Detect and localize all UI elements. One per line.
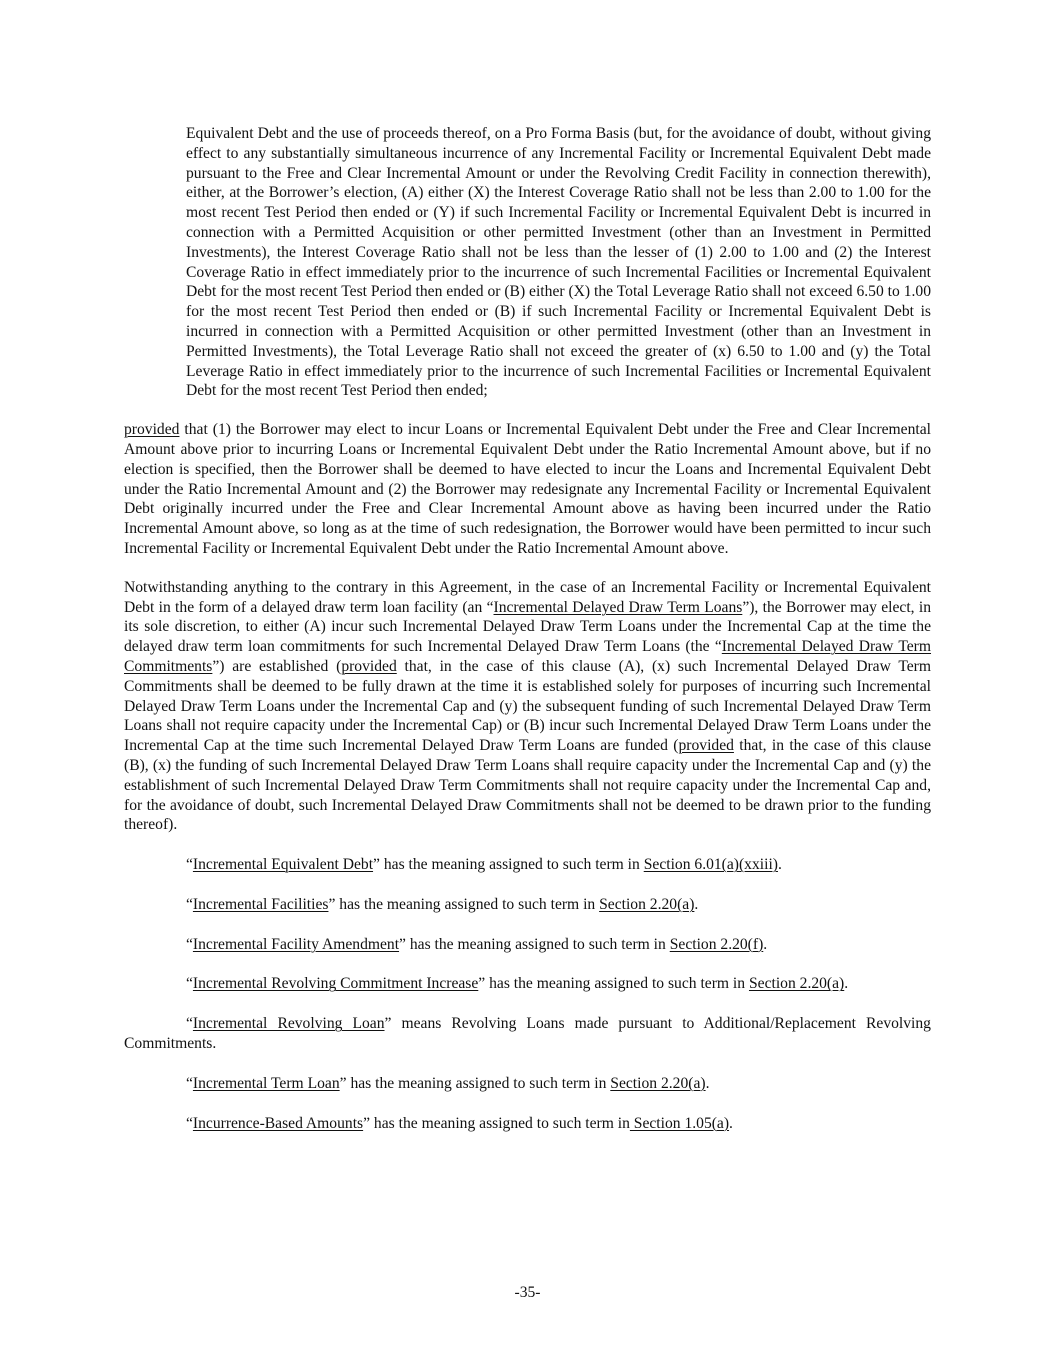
section-reference: Section 2.20(a)	[748, 975, 845, 993]
definition-term: Incremental Revolving Loan	[192, 1015, 385, 1033]
proviso-keyword: provided	[124, 421, 180, 439]
proviso-keyword: provided	[341, 657, 397, 675]
definition-term: Incremental Facility Amendment	[192, 935, 400, 953]
punctuation: .	[763, 935, 768, 953]
page-number: -35-	[514, 1284, 541, 1301]
definition-term: Incremental Term Loan	[192, 1074, 340, 1092]
definition-text: ” has the meaning assigned to such term in	[399, 935, 670, 953]
quote: “	[186, 1074, 193, 1092]
definition-term: Incurrence-Based Amounts	[192, 1114, 364, 1132]
section-reference: Section 1.05(a)	[629, 1114, 730, 1132]
text-run: ”) are established (	[212, 657, 342, 675]
punctuation: .	[729, 1114, 733, 1132]
text-run: that, in the case of this clause (A), (x) such Incremental Delayed Draw Term Commitments shall be deemed to be fully drawn at the time it is established solely for purposes of incurring such Incremental Delayed Draw Term Loans under the Incremental Cap and (y) the subsequent funding of such Incremental Delayed Draw Term Loans shall not require capacity under the Incremental Cap) or (B) incur such Incremental Delayed Draw Term Loans under the Incremental Cap at the time such Incremental Delayed Draw Term Loans are funded (	[124, 657, 932, 755]
defined-term: Incremental Delayed Draw Term Loans	[493, 598, 743, 616]
quote: “	[186, 856, 193, 874]
proviso-keyword: provided	[678, 737, 734, 755]
defined-term: Incremental Delayed Draw Term Commitments	[124, 638, 932, 675]
punctuation: .	[705, 1074, 710, 1092]
text-run: ”), the Borrower may elect, in its sole discretion, to either (A) incur such Incremental Delayed Draw Term Loans under the Incremental Cap at the time the delayed draw term loan commitments for such Incremental Delayed Draw Term Loans (the “	[124, 598, 931, 656]
definition-incremental-term-loan	[124, 1074, 931, 1094]
definition-incremental-revolving-commitment-increase	[124, 974, 931, 994]
section-reference: Section 6.01(a)(xxiii)	[643, 856, 778, 874]
definition-term: Incremental Facilities	[192, 895, 329, 913]
definition-text: ” has the meaning assigned to such term in	[373, 856, 644, 874]
definition-incremental-revolving-loan	[124, 1014, 931, 1054]
definition-incremental-facility-amendment	[124, 935, 931, 955]
definition-text: ” has the meaning assigned to such term in	[328, 895, 600, 913]
definition-text: ” has the meaning assigned to such term in	[339, 1074, 611, 1092]
section-reference: Section 2.20(f)	[669, 935, 764, 953]
clause-continuation: Equivalent Debt and the use of proceeds thereof, on a Pro Forma Basis (but, for the avoidance of doubt, without giving effect to any substantially simultaneous incurrence of any Incremental Facility or Incremental Equivalent Debt made pursuant to the Free and Clear Incremental Amount or under the Revolving Credit Facility in connection therewith), either, at the Borrower’s election, (A) either (X) the Interest Coverage Ratio shall not be less than 2.00 to 1.00 for the most recent Test Period then ended or (Y) if such Incremental Facility or Incremental Equivalent Debt is incurred in connection with a Permitted Acquisition or other permitted Investment (other than an Investment in Permitted Investments), the Interest Coverage Ratio shall not be less than the lesser of (1) 2.00 to 1.00 and (2) the Interest Coverage Ratio in effect immediately prior to the incurrence of such Incremental Facilities or Incremental Equivalent Debt for the most recent Test Period then ended or (B) either (X) the Total Leverage Ratio shall not exceed 6.50 to 1.00 for the most recent Test Period then ended or (B) if such Incremental Facility or Incremental Equivalent Debt is incurred in connection with a Permitted Acquisition or other permitted Investment (other than an Investment in Permitted Investments), the Total Leverage Ratio shall not exceed the greater of (x) 6.50 to 1.00 and (y) the Total Leverage Ratio in effect immediately prior to the incurrence of such Incremental Facilities or Incremental Equivalent Debt for the most recent Test Period then ended;	[186, 125, 931, 400]
definition-incremental-equivalent-debt	[124, 855, 931, 875]
quote: “	[186, 935, 193, 953]
delayed-draw-paragraph	[124, 578, 931, 835]
quote: “	[186, 1015, 193, 1033]
definition-term: Incremental Revolving Commitment Increase	[192, 975, 479, 993]
quote: “	[186, 1114, 193, 1132]
punctuation: .	[844, 975, 849, 993]
definition-text: ” has the meaning assigned to such term in	[478, 975, 749, 993]
text-run: Notwithstanding anything to the contrary in this Agreement, in the case of an Incremental Facility or Incremental Equivalent Debt in the form of a delayed draw term loan facility (an “	[124, 578, 931, 616]
definition-incremental-facilities	[124, 895, 931, 915]
document-page	[124, 124, 931, 1133]
quote: “	[186, 975, 193, 993]
definition-text: ” has the meaning assigned to such term in	[363, 1114, 630, 1132]
definition-term: Incremental Equivalent Debt	[192, 856, 374, 874]
quote: “	[186, 895, 193, 913]
punctuation: .	[777, 856, 782, 874]
proviso-text: that (1) the Borrower may elect to incur Loans or Incremental Equivalent Debt under the Free and Clear Incremental Amount above prior to incurring Loans or Incremental Equivalent Debt under the Ratio Incremental Amount above, but if no election is specified, then the Borrower shall be deemed to have elected to incur the Loans and Incremental Equivalent Debt under the Ratio Incremental Amount and (2) the Borrower may redesignate any Incremental Facility or Incremental Equivalent Debt originally incurred under the Free and Clear Incremental Amount above as having been incurred under the Ratio Incremental Amount above, so long as at the time of such redesignation, the Borrower would have been permitted to incur such Incremental Facility or Incremental Equivalent Debt under the Ratio Incremental Amount above.	[124, 421, 931, 557]
section-reference: Section 2.20(a)	[599, 895, 695, 913]
definition-text: ” means Revolving Loans made pursuant to Additional/Replacement Revolving Commitments.	[124, 1015, 931, 1053]
section-reference: Section 2.20(a)	[610, 1074, 706, 1092]
definition-incurrence-based-amounts	[124, 1114, 931, 1134]
proviso-paragraph	[124, 420, 931, 559]
punctuation: .	[694, 895, 699, 913]
text-run: that, in the case of this clause (B), (x) the funding of such Incremental Delayed Draw Term Loans shall require capacity under the Incremental Cap and (y) the establishment of such Incremental Delayed Draw Term Commitments shall not require capacity under the Incremental Cap and, for the avoidance of doubt, such Incremental Delayed Draw Commitments shall not be deemed to be drawn prior to the funding thereof).	[124, 737, 931, 834]
